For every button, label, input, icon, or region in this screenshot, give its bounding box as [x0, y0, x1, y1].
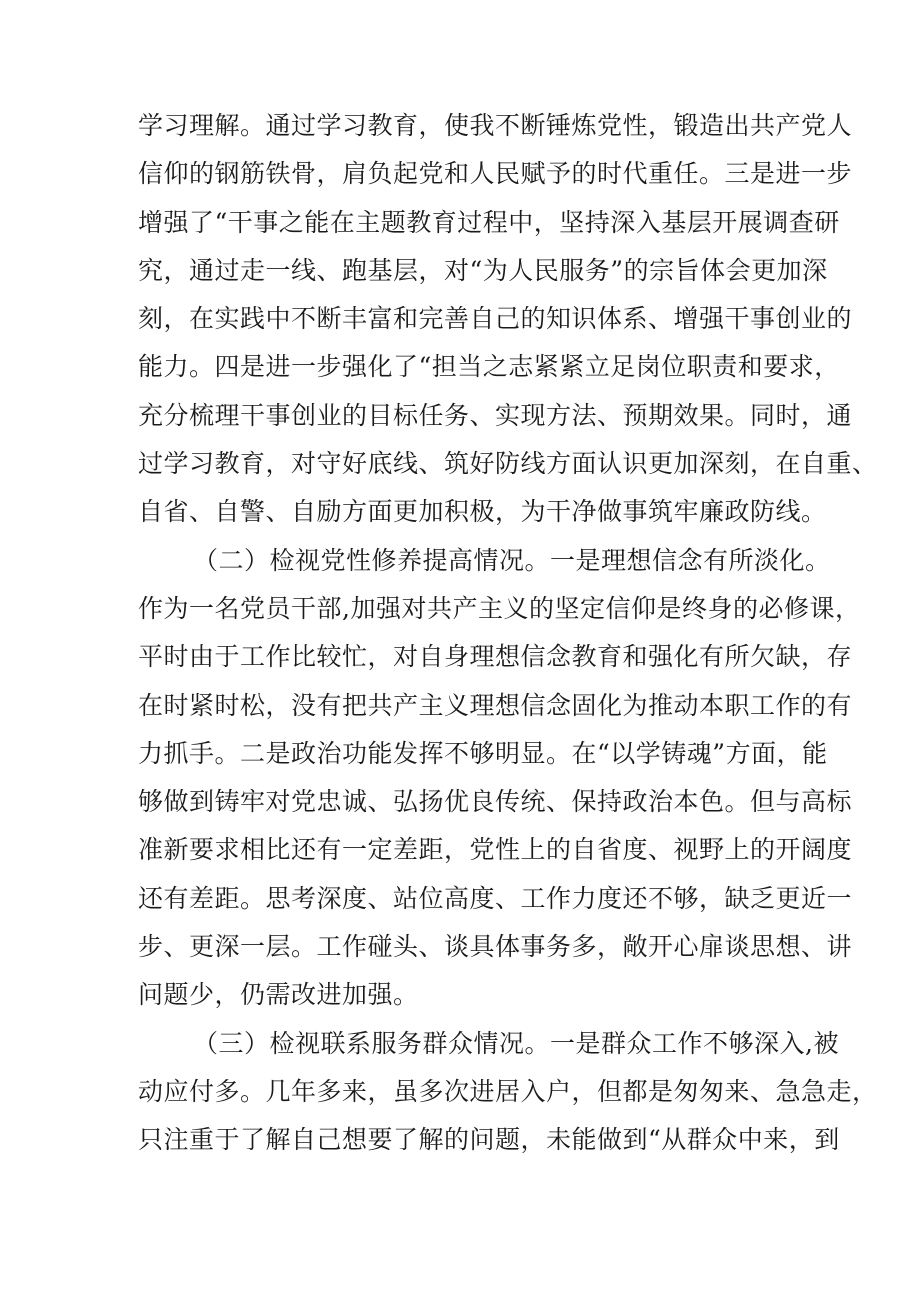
- text-line: 信仰的钢筋铁骨，肩负起党和人民赋予的时代重任。三是进一步: [138, 159, 853, 189]
- text-line: 究，通过走一线、跑基层，对“为人民服务”的宗旨体会更加深: [138, 255, 828, 285]
- text-line: 过学习教育，对守好底线、筑好防线方面认识更加深刻，在自重、: [138, 449, 878, 479]
- text-line: 刻，在实践中不断丰富和完善自己的知识体系、增强干事创业的: [138, 304, 853, 334]
- text-line: 平时由于工作比较忙，对自身理想信念教育和强化有所欠缺，存: [138, 642, 853, 672]
- text-line: 力抓手。二是政治功能发挥不够明显。在“以学铸魂”方面，能: [138, 738, 828, 768]
- text-line: 还有差距。思考深度、站位高度、工作力度还不够，缺乏更近一: [138, 883, 853, 913]
- text-line: （二）检视党性修养提高情况。一是理想信念有所淡化。: [193, 545, 831, 575]
- text-line: 动应付多。几年多来，虽多次进居入户，但都是匆匆来、急急走，: [138, 1076, 878, 1106]
- paragraph: [138, 537, 861, 1020]
- paragraph: [138, 102, 878, 537]
- document-body: [138, 102, 878, 1165]
- text-line: 能力。四是进一步强化了“担当之志紧紧立足岗位职责和要求，: [138, 352, 840, 382]
- text-line: 增强了“干事之能在主题教育过程中，坚持深入基层开展调查研: [138, 207, 840, 237]
- text-line: （三）检视联系服务群众情况。一是群众工作不够深入,被: [193, 1028, 839, 1058]
- text-line: 充分梳理干事创业的目标任务、实现方法、预期效果。同时，通: [138, 400, 853, 430]
- text-line: 问题少，仍需改进加强。: [138, 980, 419, 1010]
- text-line: 步、更深一层。工作碰头、谈具体事务多，敞开心扉谈思想、讲: [138, 932, 853, 962]
- paragraph: [138, 1020, 878, 1165]
- text-line: 在时紧时松，没有把共产主义理想信念固化为推动本职工作的有: [138, 690, 853, 720]
- text-line: 准新要求相比还有一定差距，党性上的自省度、视野上的开阔度: [138, 835, 853, 865]
- text-line: 作为一名党员干部,加强对共产主义的坚定信仰是终身的必修课，: [138, 593, 861, 623]
- text-line: 够做到铸牢对党忠诚、弘扬优良传统、保持政治本色。但与高标: [138, 787, 853, 817]
- text-line: 学习理解。通过学习教育，使我不断锤炼党性，锻造出共产党人: [138, 111, 853, 140]
- text-line: 只注重于了解自己想要了解的问题，未能做到“从群众中来，到: [138, 1125, 840, 1155]
- text-line: 自省、自警、自励方面更加积极，为干净做事筑牢廉政防线。: [138, 497, 827, 527]
